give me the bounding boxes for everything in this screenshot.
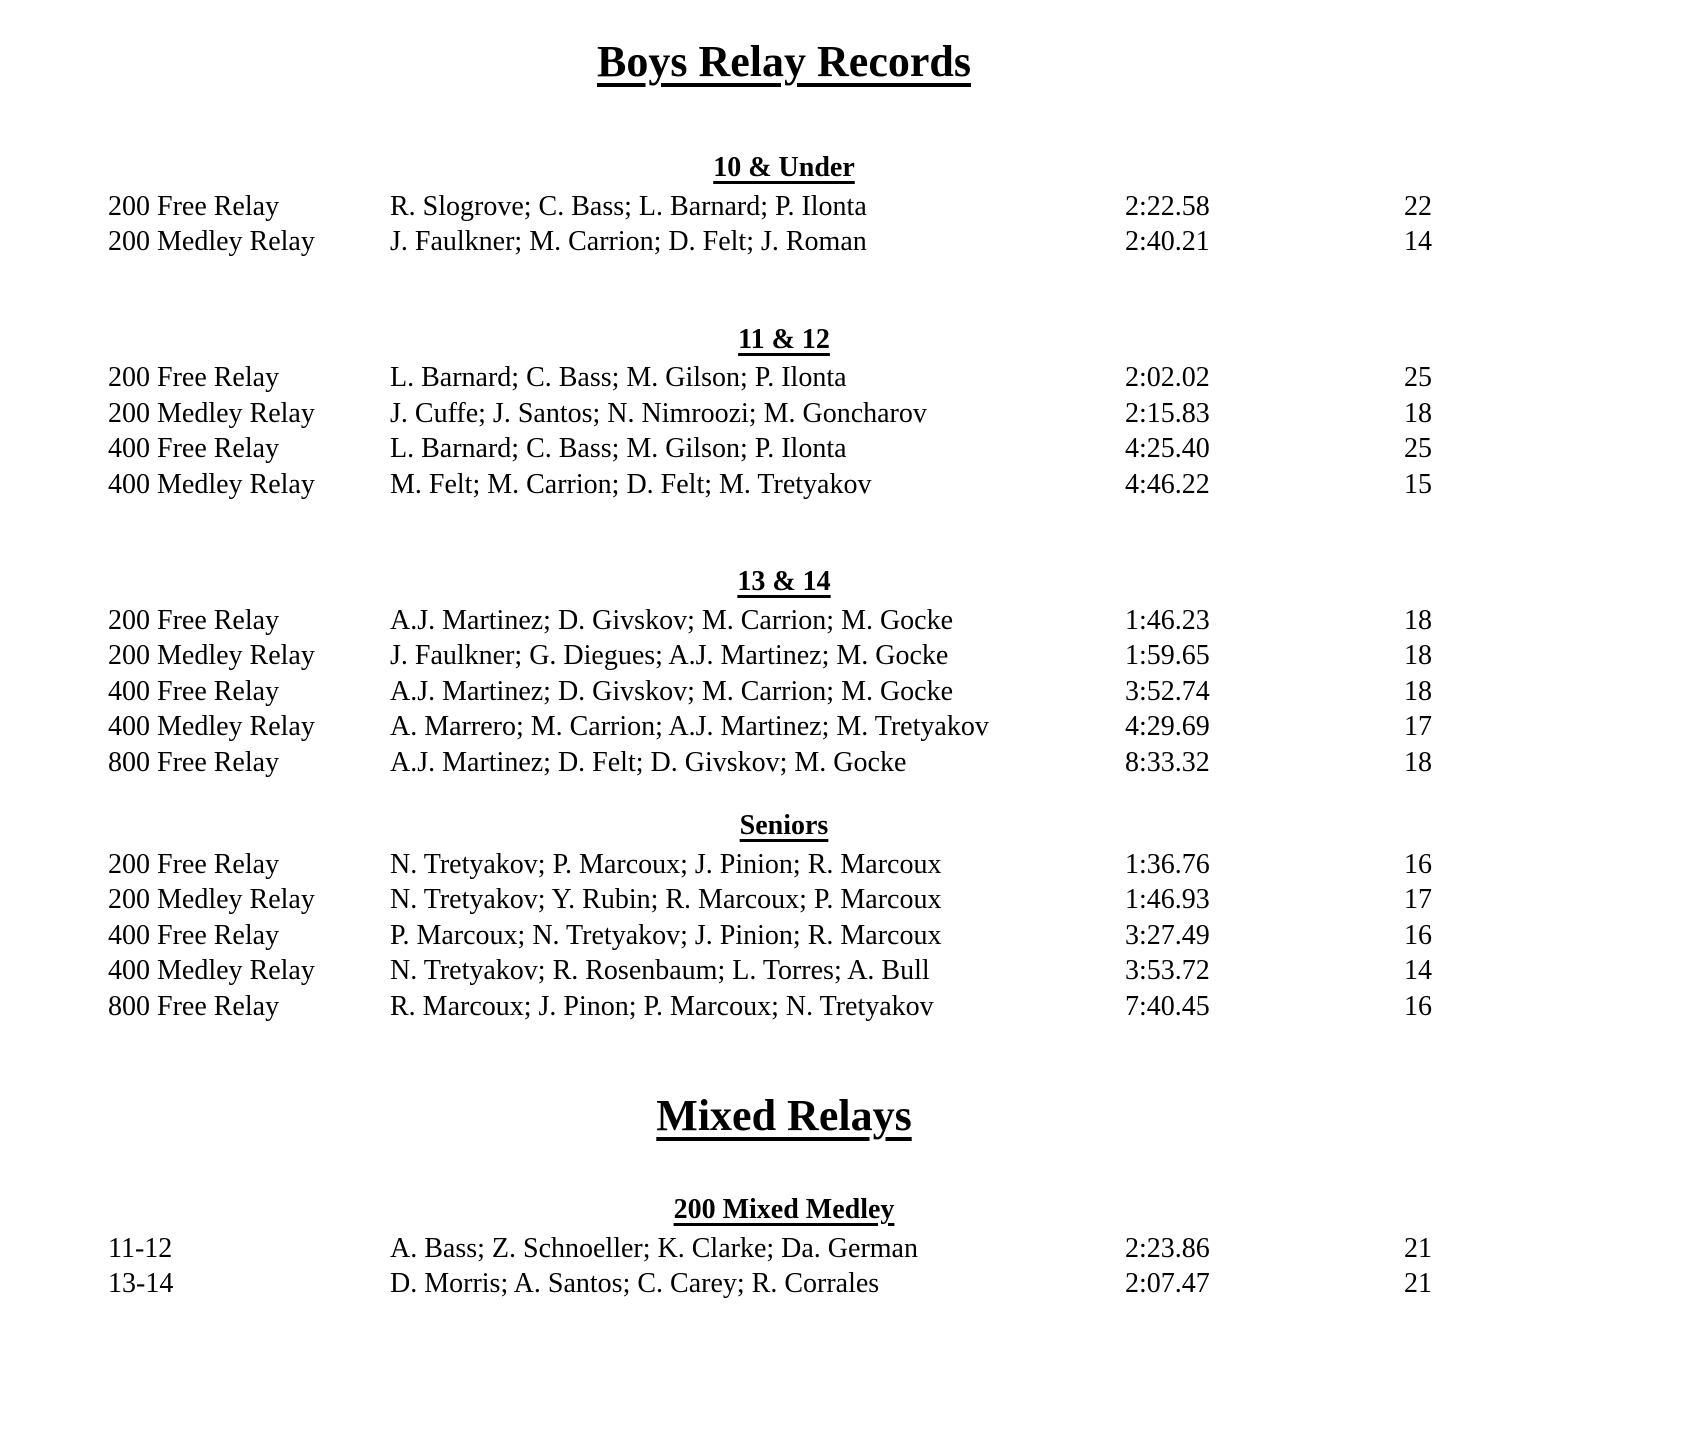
record-year: 18	[1404, 604, 1432, 636]
event-label: 200 Free Relay	[108, 848, 280, 880]
swimmers-list: A.J. Martinez; D. Givskov; M. Carrion; M. Gocke	[390, 604, 954, 636]
event-label: 200 Medley Relay	[108, 640, 315, 671]
swimmers-list: J. Faulkner; M. Carrion; D. Felt; J. Roman	[390, 226, 867, 257]
event-label: 400 Free Relay	[108, 433, 280, 464]
record-rows	[108, 1231, 1460, 1302]
record-year: 17	[1404, 884, 1432, 915]
record-time: 2:07.47	[1125, 1268, 1210, 1299]
event-label: 400 Free Relay	[108, 675, 280, 707]
age-group-section	[108, 1192, 1460, 1302]
record-time: 4:25.40	[1125, 433, 1210, 464]
swimmers-list: A.J. Martinez; D. Felt; D. Givskov; M. Gocke	[390, 746, 907, 778]
record-year: 25	[1404, 433, 1432, 464]
swimmers-list: N. Tretyakov; Y. Rubin; R. Marcoux; P. Marcoux	[390, 884, 942, 915]
record-time: 1:46.23	[1125, 604, 1210, 636]
section-heading: Seniors	[739, 810, 829, 841]
record-time: 3:27.49	[1125, 919, 1210, 951]
swimmers-list: A. Bass; Z. Schnoeller; K. Clarke; Da. German	[390, 1232, 918, 1264]
record-year: 18	[1404, 675, 1432, 707]
age-group-section	[108, 564, 1460, 780]
record-row	[108, 396, 1460, 432]
swimmers-list: N. Tretyakov; R. Rosenbaum; L. Torres; A. Bull	[390, 955, 930, 986]
record-row	[108, 674, 1460, 710]
boys-relay-sections	[108, 150, 1460, 1024]
event-label: 800 Free Relay	[108, 746, 280, 778]
swimmers-list: R. Marcoux; J. Pinon; P. Marcoux; N. Tretyakov	[390, 990, 934, 1022]
record-year: 21	[1404, 1232, 1432, 1264]
record-time: 8:33.32	[1125, 746, 1210, 778]
record-year: 16	[1404, 848, 1432, 880]
records-document	[108, 0, 1460, 1302]
record-year: 17	[1404, 711, 1432, 742]
record-year: 21	[1404, 1268, 1432, 1299]
record-time: 2:40.21	[1125, 226, 1210, 257]
event-label: 200 Medley Relay	[108, 884, 315, 915]
record-row	[108, 360, 1460, 396]
age-group-section	[108, 808, 1460, 1024]
record-row	[108, 953, 1460, 989]
swimmers-list: D. Morris; A. Santos; C. Carey; R. Corrales	[390, 1268, 880, 1299]
event-label: 11-12	[108, 1232, 173, 1264]
section-heading: 10 & Under	[713, 152, 855, 183]
event-label: 400 Medley Relay	[108, 468, 315, 500]
record-year: 14	[1404, 226, 1432, 257]
record-row	[108, 847, 1460, 883]
event-label: 400 Free Relay	[108, 919, 280, 951]
record-year: 16	[1404, 990, 1432, 1022]
record-row	[108, 1231, 1460, 1267]
record-year: 16	[1404, 919, 1432, 951]
record-time: 1:59.65	[1125, 640, 1210, 671]
record-row	[108, 189, 1460, 225]
record-row	[108, 467, 1460, 503]
record-time: 1:46.93	[1125, 884, 1210, 915]
swimmers-list: M. Felt; M. Carrion; D. Felt; M. Tretyakov	[390, 468, 872, 500]
record-row	[108, 989, 1460, 1025]
event-label: 400 Medley Relay	[108, 955, 315, 986]
record-time: 7:40.45	[1125, 990, 1210, 1022]
record-rows	[108, 189, 1460, 260]
age-group-section	[108, 150, 1460, 260]
record-row	[108, 431, 1460, 467]
swimmers-list: A.J. Martinez; D. Givskov; M. Carrion; M. Gocke	[390, 675, 954, 707]
mixed-relays-title: Mixed Relays	[656, 1091, 912, 1140]
record-time: 3:53.72	[1125, 955, 1210, 986]
swimmers-list: L. Barnard; C. Bass; M. Gilson; P. Ilonta	[390, 433, 847, 464]
record-time: 2:23.86	[1125, 1232, 1210, 1264]
section-heading: 200 Mixed Medley	[673, 1194, 895, 1225]
record-row	[108, 603, 1460, 639]
event-label: 13-14	[108, 1268, 174, 1299]
record-row	[108, 224, 1460, 260]
swimmers-list: N. Tretyakov; P. Marcoux; J. Pinion; R. Marcoux	[390, 848, 942, 880]
record-rows	[108, 847, 1460, 1025]
event-label: 200 Medley Relay	[108, 226, 315, 257]
swimmers-list: J. Cuffe; J. Santos; N. Nimroozi; M. Goncharov	[390, 397, 927, 429]
swimmers-list: J. Faulkner; G. Diegues; A.J. Martinez; M. Gocke	[390, 640, 949, 671]
record-row	[108, 918, 1460, 954]
event-label: 200 Free Relay	[108, 604, 280, 636]
record-row	[108, 745, 1460, 781]
record-time: 2:22.58	[1125, 190, 1210, 222]
record-year: 14	[1404, 955, 1432, 986]
record-row	[108, 1266, 1460, 1302]
section-heading: 13 & 14	[737, 566, 831, 597]
record-row	[108, 638, 1460, 674]
record-year: 18	[1404, 397, 1432, 429]
record-time: 2:02.02	[1125, 362, 1210, 393]
record-row	[108, 882, 1460, 918]
swimmers-list: R. Slogrove; C. Bass; L. Barnard; P. Ilonta	[390, 190, 867, 222]
record-year: 18	[1404, 746, 1432, 778]
section-heading: 11 & 12	[738, 323, 830, 355]
record-time: 4:29.69	[1125, 711, 1210, 742]
record-rows	[108, 603, 1460, 781]
record-time: 1:36.76	[1125, 848, 1210, 880]
event-label: 200 Free Relay	[108, 362, 280, 393]
record-time: 4:46.22	[1125, 468, 1210, 500]
page-title: Boys Relay Records	[597, 37, 971, 86]
swimmers-list: L. Barnard; C. Bass; M. Gilson; P. Ilonta	[390, 362, 847, 393]
record-rows	[108, 360, 1460, 502]
age-group-section	[108, 322, 1460, 503]
record-year: 15	[1404, 468, 1432, 500]
event-label: 200 Free Relay	[108, 190, 280, 222]
record-year: 22	[1404, 190, 1432, 222]
record-year: 18	[1404, 640, 1432, 671]
event-label: 800 Free Relay	[108, 990, 280, 1022]
record-time: 3:52.74	[1125, 675, 1210, 707]
event-label: 200 Medley Relay	[108, 397, 315, 429]
record-year: 25	[1404, 362, 1432, 393]
swimmers-list: A. Marrero; M. Carrion; A.J. Martinez; M. Tretyakov	[390, 711, 989, 742]
record-row	[108, 709, 1460, 745]
event-label: 400 Medley Relay	[108, 711, 315, 742]
record-time: 2:15.83	[1125, 397, 1210, 429]
swimmers-list: P. Marcoux; N. Tretyakov; J. Pinion; R. Marcoux	[390, 919, 942, 951]
mixed-relay-sections	[108, 1192, 1460, 1302]
